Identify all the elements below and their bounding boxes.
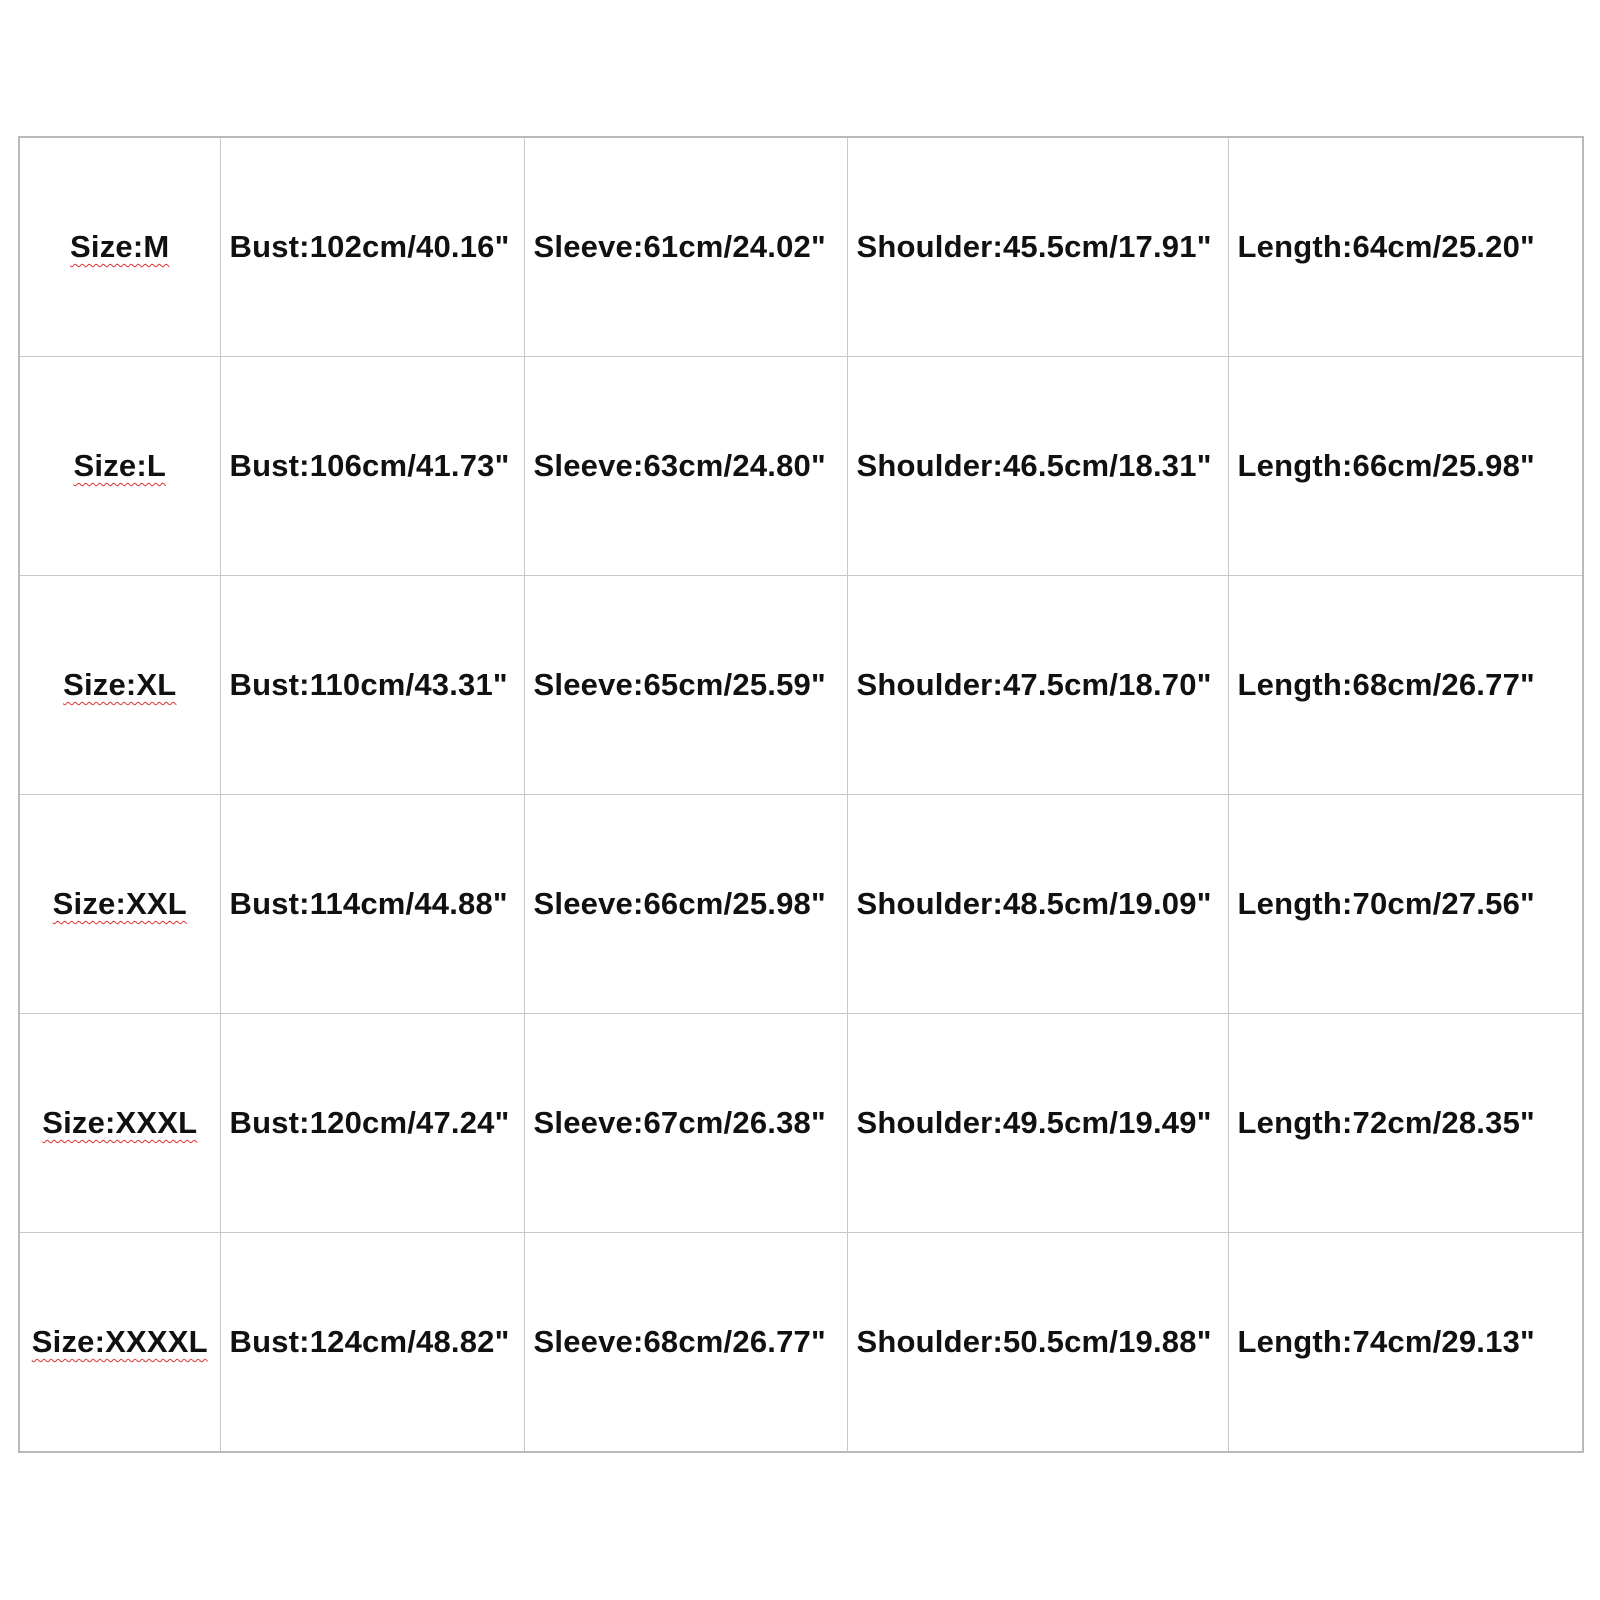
bust-cell: Bust:120cm/47.24" (220, 1014, 524, 1233)
sleeve-cell: Sleeve:66cm/25.98" (524, 795, 847, 1014)
size-label: Size:XXL (52, 886, 187, 921)
size-label: Size:XXXL (42, 1105, 198, 1140)
shoulder-cell: Shoulder:45.5cm/17.91" (847, 137, 1228, 357)
table-row (19, 137, 1583, 357)
length-cell: Length:74cm/29.13" (1228, 1233, 1583, 1453)
shoulder-cell: Shoulder:48.5cm/19.09" (847, 795, 1228, 1014)
sleeve-cell: Sleeve:68cm/26.77" (524, 1233, 847, 1453)
size-label: Size:XL (63, 667, 177, 702)
table-row (19, 576, 1583, 795)
sleeve-cell: Sleeve:67cm/26.38" (524, 1014, 847, 1233)
size-cell (19, 357, 220, 576)
sleeve-cell: Sleeve:63cm/24.80" (524, 357, 847, 576)
length-cell: Length:70cm/27.56" (1228, 795, 1583, 1014)
shoulder-cell: Shoulder:50.5cm/19.88" (847, 1233, 1228, 1453)
size-cell (19, 137, 220, 357)
bust-cell: Bust:114cm/44.88" (220, 795, 524, 1014)
table-row (19, 1014, 1583, 1233)
size-chart-table (18, 136, 1584, 1453)
size-label: Size:M (70, 229, 170, 264)
shoulder-cell: Shoulder:46.5cm/18.31" (847, 357, 1228, 576)
length-cell: Length:64cm/25.20" (1228, 137, 1583, 357)
sleeve-cell: Sleeve:61cm/24.02" (524, 137, 847, 357)
shoulder-cell: Shoulder:49.5cm/19.49" (847, 1014, 1228, 1233)
sleeve-cell: Sleeve:65cm/25.59" (524, 576, 847, 795)
length-cell: Length:72cm/28.35" (1228, 1014, 1583, 1233)
bust-cell: Bust:110cm/43.31" (220, 576, 524, 795)
size-cell (19, 1014, 220, 1233)
size-cell (19, 795, 220, 1014)
table-row (19, 357, 1583, 576)
bust-cell: Bust:102cm/40.16" (220, 137, 524, 357)
table-row (19, 795, 1583, 1014)
length-cell: Length:68cm/26.77" (1228, 576, 1583, 795)
table-row (19, 1233, 1583, 1453)
bust-cell: Bust:106cm/41.73" (220, 357, 524, 576)
bust-cell: Bust:124cm/48.82" (220, 1233, 524, 1453)
shoulder-cell: Shoulder:47.5cm/18.70" (847, 576, 1228, 795)
size-cell (19, 1233, 220, 1453)
length-cell: Length:66cm/25.98" (1228, 357, 1583, 576)
size-label: Size:XXXXL (31, 1324, 208, 1359)
size-label: Size:L (73, 448, 166, 483)
size-cell (19, 576, 220, 795)
